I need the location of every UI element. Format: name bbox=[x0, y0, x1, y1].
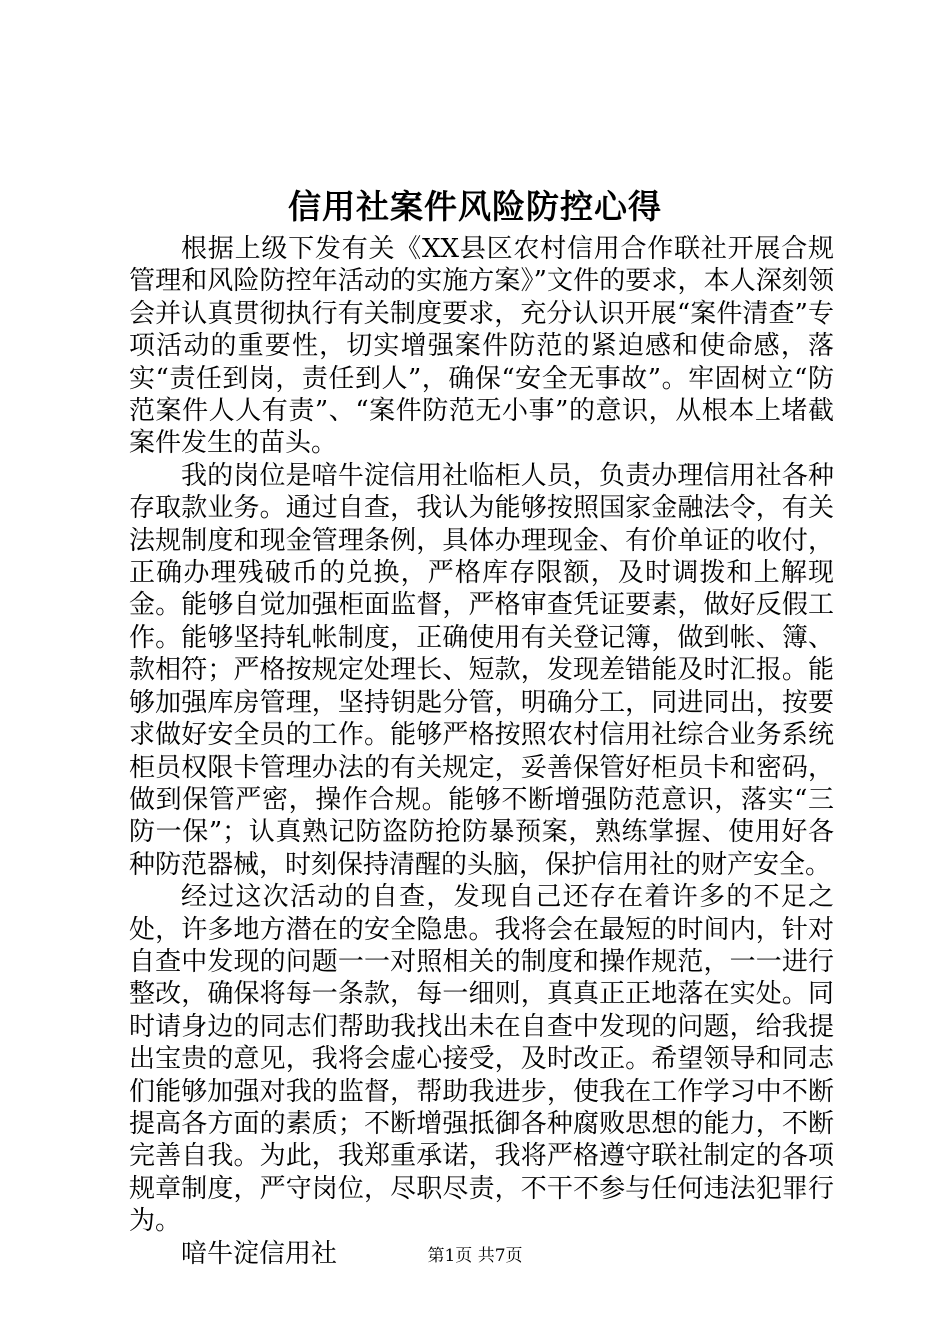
document-title: 信用社案件风险防控心得 bbox=[288, 187, 662, 226]
paragraph-intro: 根据上级下发有关《XX县区农村信用合作联社开展合规管理和风险防控年活动的实施方案》”文件的要求，本人深刻领会并认真贯彻执行有关制度要求，充分认识开展“案件清查”专项活动的重要性，切实增强案件防范的紧迫感和使命感，落实“责任到岗，责任到人”，确保“安全无事故”。牢固树立“防范案件人人有责”、“案件防范无小事”的意识，从根本上堵截案件发生的苗头。 bbox=[129, 234, 834, 459]
paragraph-job-duties: 我的岗位是喑牛淀信用社临柜人员，负责办理信用社各种存取款业务。通过自查，我认为能够按照国家金融法令，有关法规制度和现金管理条例，具体办理现金、有价单证的收付，正确办理残破币的兑换，严格库存限额，及时调拨和上解现金。能够自觉加强柜面监督，严格审查凭证要素，做好反假工作。能够坚持轧帐制度，正确使用有关登记簿，做到帐、簿、款相符；严格按规定处理长、短款，发现差错能及时汇报。能够加强库房管理，坚持钥匙分管，明确分工，同进同出，按要求做好安全员的工作。能够严格按照农村信用社综合业务系统柜员权限卡管理办法的有关规定，妥善保管好柜员卡和密码，做到保管严密，操作合规。能够不断增强防范意识，落实“三防一保”；认真熟记防盗防抢防暴预案，熟练掌握、使用好各种防范器械，时刻保持清醒的头脑，保护信用社的财产安全。 bbox=[129, 460, 834, 880]
paragraph-self-check: 经过这次活动的自查，发现自己还存在着许多的不足之处，许多地方潜在的安全隐患。我将会在最短的时间内，针对自查中发现的问题一一对照相关的制度和操作规范，一一进行整改，确保将每一条款，每一细则，真真正正地落在实处。同时请身边的同志们帮助我找出未在自查中发现的问题，给我提出宝贵的意见，我将会虚心接受，及时改正。希望领导和同志们能够加强对我的监督，帮助我进步，使我在工作学习中不断提高各方面的素质；不断增强抵御各种腐败思想的能力，不断完善自我。为此，我郑重承诺，我将严格遵守联社制定的各项规章制度，严守岗位，尽职尽责，不干不参与任何违法犯罪行为。 bbox=[129, 882, 834, 1237]
page-number-footer: 第1页 共7页 bbox=[427, 1246, 523, 1266]
signature-line: 喑牛淀信用社 bbox=[181, 1238, 338, 1269]
document-body bbox=[129, 233, 834, 1270]
